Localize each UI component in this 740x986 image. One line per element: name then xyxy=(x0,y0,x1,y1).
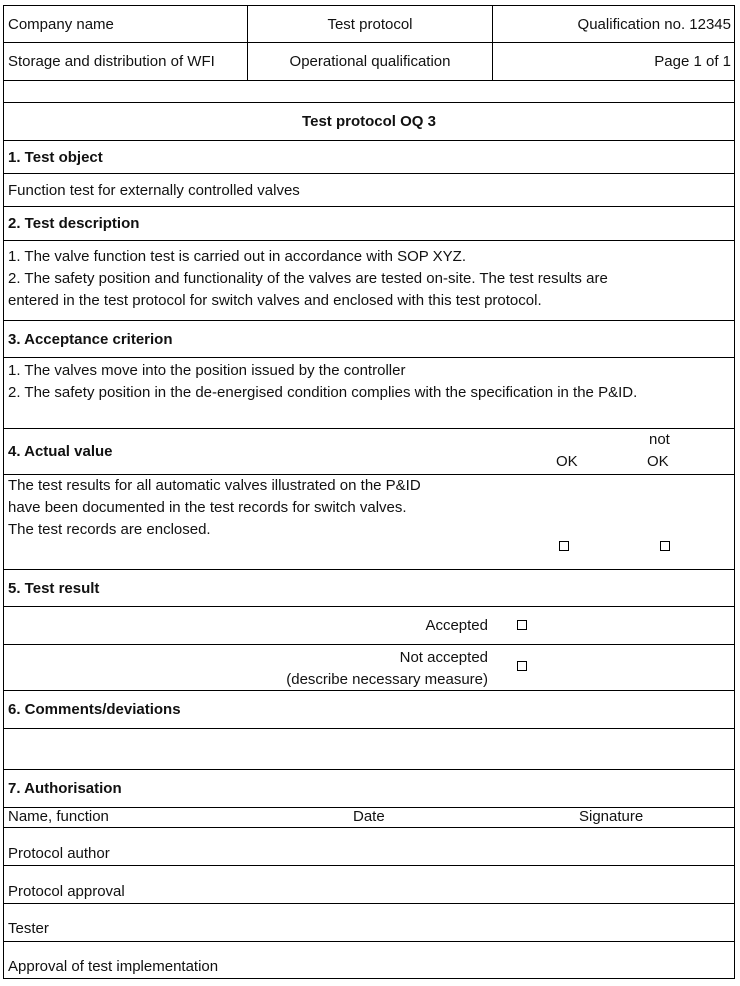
actual-value-heading: 4. Actual value xyxy=(8,443,113,460)
section-heading-row xyxy=(3,141,735,174)
column-name-function: Name, function xyxy=(8,808,109,825)
acceptance-line: 2. The safety position in the de-energised condition complies with the specification in the P&ID. xyxy=(8,384,638,401)
ok-column-label: OK xyxy=(556,453,578,470)
authorisation-row[interactable] xyxy=(3,828,735,866)
not-accepted-label: Not accepted xyxy=(399,649,488,666)
authorisation-row[interactable] xyxy=(3,904,735,942)
qualification-number: Qualification no. 12345 xyxy=(577,15,731,33)
test-description-line: 2. The safety position and functionality of the valves are tested on-site. The test results are xyxy=(8,270,608,287)
test-object-row xyxy=(3,174,735,207)
authorisation-role: Approval of test implementation xyxy=(8,958,219,975)
section-heading-row xyxy=(3,207,735,241)
qualification-type: Operational qualification xyxy=(248,43,493,80)
not-ok-column-label: OK xyxy=(647,453,669,470)
authorisation-row[interactable] xyxy=(3,866,735,904)
page-title: Test protocol OQ 3 xyxy=(302,113,436,130)
authorisation-row[interactable] xyxy=(3,942,735,979)
section-heading-row xyxy=(3,321,735,358)
test-description-heading: 2. Test description xyxy=(8,215,140,232)
section-heading-row xyxy=(3,691,735,729)
acceptance-heading: 3. Acceptance criterion xyxy=(8,330,173,348)
test-result-heading: 5. Test result xyxy=(8,579,100,597)
actual-value-line: The test results for all automatic valves illustrated on the P&ID xyxy=(8,477,421,494)
accepted-row xyxy=(3,607,735,645)
test-protocol-form xyxy=(3,5,735,979)
actual-value-line: have been documented in the test records for switch valves. xyxy=(8,499,407,516)
acceptance-row xyxy=(3,358,735,429)
test-description-row xyxy=(3,241,735,321)
column-date: Date xyxy=(353,808,385,825)
title-row xyxy=(3,103,735,141)
accepted-checkbox[interactable] xyxy=(517,620,527,630)
company-name: Company name xyxy=(4,6,248,42)
authorisation-role: Protocol approval xyxy=(8,883,125,900)
test-description-line: 1. The valve function test is carried out in accordance with SOP XYZ. xyxy=(8,248,467,265)
section-heading-row xyxy=(3,429,735,475)
accepted-label: Accepted xyxy=(425,617,488,634)
column-signature: Signature xyxy=(579,808,644,825)
header-row-2 xyxy=(3,43,735,81)
page-number: Page 1 of 1 xyxy=(654,53,731,70)
actual-value-line: The test records are enclosed. xyxy=(8,521,211,538)
not-accepted-checkbox[interactable] xyxy=(517,661,527,671)
ok-checkbox[interactable] xyxy=(559,541,569,551)
authorisation-header-row xyxy=(3,808,735,828)
test-object-text: Function test for externally controlled valves xyxy=(8,181,300,199)
authorisation-heading: 7. Authorisation xyxy=(8,780,122,797)
acceptance-line: 1. The valves move into the position issued by the controller xyxy=(8,362,406,379)
protocol-type: Test protocol xyxy=(248,6,493,42)
not-ok-column-label: not xyxy=(649,431,670,448)
authorisation-role: Protocol author xyxy=(8,845,110,862)
section-heading-row xyxy=(3,770,735,808)
not-accepted-note: (describe necessary measure) xyxy=(286,671,488,688)
not-accepted-row xyxy=(3,645,735,691)
comments-heading: 6. Comments/deviations xyxy=(8,701,181,718)
not-ok-checkbox[interactable] xyxy=(660,541,670,551)
header-row-1 xyxy=(3,5,735,43)
actual-value-row xyxy=(3,475,735,570)
test-description-line: entered in the test protocol for switch valves and enclosed with this test protocol. xyxy=(8,292,542,309)
authorisation-role: Tester xyxy=(8,920,49,937)
spacer-row xyxy=(3,81,735,103)
comments-field[interactable] xyxy=(3,729,735,770)
section-heading-row xyxy=(3,570,735,607)
test-object-heading: 1. Test object xyxy=(8,148,103,166)
system-name: Storage and distribution of WFI xyxy=(4,43,248,80)
